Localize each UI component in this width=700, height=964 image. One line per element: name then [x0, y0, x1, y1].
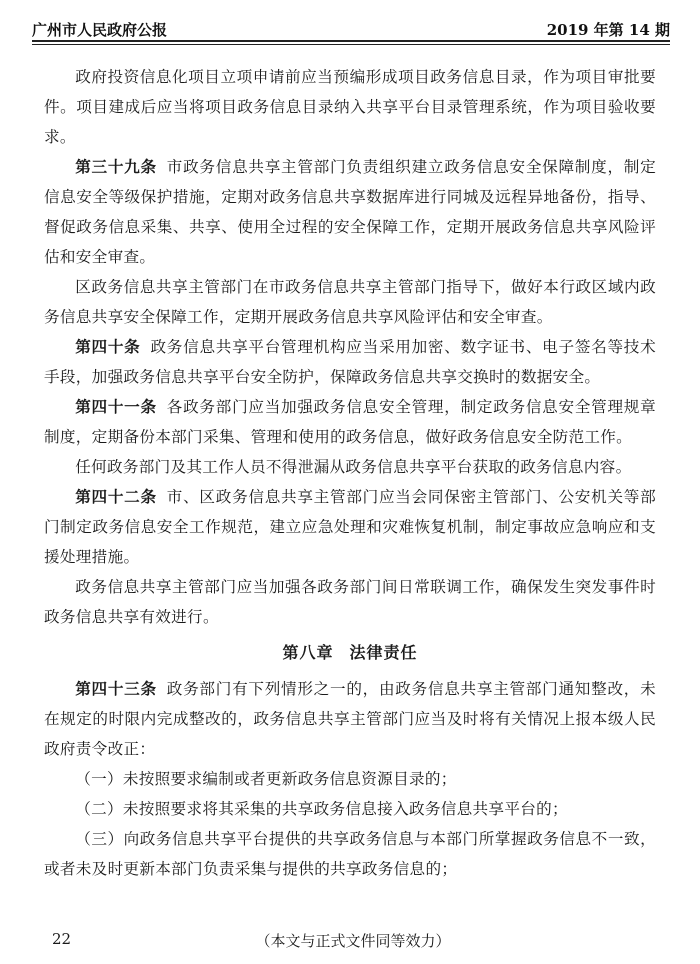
paragraph-text: 市政务信息共享主管部门负责组织建立政务信息安全保障制度，制定信息安全等级保护措施，定期对政务信息共享数据库进行同城及远程异地备份，指导、督促政务信息采集、共享、使用全过程的安全保障工作，定期开展政务信息共享风险评估和安全审查。	[44, 158, 656, 266]
paragraph-text: 各政务部门应当加强政务信息安全管理，制定政务信息安全管理规章制度，定期备份本部门采集、管理和使用的政务信息，做好政务信息安全防范工作。	[44, 398, 656, 446]
header-divider-thin	[32, 44, 670, 45]
article-number: 第四十条	[75, 337, 141, 356]
article-number: 第四十三条	[75, 679, 157, 698]
page-header	[32, 14, 670, 40]
paragraph	[44, 332, 656, 392]
page-footer	[36, 930, 670, 954]
paragraph-text: （一）未按照要求编制或者更新政务信息资源目录的；	[75, 770, 457, 788]
paragraph	[44, 272, 656, 332]
paragraph-text: （二）未按照要求将其采集的共享政务信息接入政务信息共享平台的；	[75, 800, 568, 818]
paragraph-text: 政府投资信息化项目立项申请前应当预编形成项目政务信息目录，作为项目审批要件。项目建成后应当将项目政务信息目录纳入共享平台目录管理系统，作为项目验收要求。	[44, 68, 656, 146]
publication-name: 广州市人民政府公报	[32, 21, 168, 39]
chapter-heading	[44, 638, 656, 668]
paragraph-text: 市、区政务信息共享主管部门应当会同保密主管部门、公安机关等部门制定政务信息安全工作规范，建立应急处理和灾难恢复机制，制定事故应急响应和支援处理措施。	[44, 488, 656, 566]
paragraph	[44, 62, 656, 152]
paragraph	[44, 572, 656, 632]
issue-label: 2019 年第 14 期	[546, 21, 670, 39]
paragraph	[44, 452, 656, 482]
chapter-title: 法律责任	[349, 643, 418, 662]
paragraph-text: 政务部门有下列情形之一的，由政务信息共享主管部门通知整改，未在规定的时限内完成整改的，政务信息共享主管部门应当及时将有关情况上报本级人民政府责令改正：	[44, 680, 656, 758]
paragraph-text: 政务信息共享平台管理机构应当采用加密、数字证书、电子签名等技术手段，加强政务信息共享平台安全防护，保障政务信息共享交换时的数据安全。	[44, 338, 656, 386]
paragraph	[44, 482, 656, 572]
article-number: 第四十二条	[75, 487, 157, 506]
paragraph	[44, 674, 656, 764]
list-item	[44, 764, 656, 794]
list-item	[44, 794, 656, 824]
page-number: 22	[52, 930, 72, 948]
header-divider	[32, 40, 670, 42]
paragraph-text: 区政务信息共享主管部门在市政务信息共享主管部门指导下，做好本行政区域内政务信息共享安全保障工作，定期开展政务信息共享风险评估和安全审查。	[44, 278, 656, 326]
article-number: 第三十九条	[75, 157, 157, 176]
paragraph-text: （三）向政务信息共享平台提供的共享政务信息与本部门所掌握政务信息不一致，或者未及时更新本部门负责采集与提供的共享政务信息的；	[44, 830, 656, 878]
chapter-number: 第八章	[282, 643, 334, 662]
article-number: 第四十一条	[75, 397, 157, 416]
paragraph-text: 政务信息共享主管部门应当加强各政务部门间日常联调工作，确保发生突发事件时政务信息共享有效进行。	[44, 578, 656, 626]
document-body	[44, 62, 656, 884]
list-item	[44, 824, 656, 884]
paragraph	[44, 152, 656, 272]
paragraph	[44, 392, 656, 452]
paragraph-text: 任何政务部门及其工作人员不得泄漏从政务信息共享平台获取的政务信息内容。	[75, 458, 632, 476]
validity-note: （本文与正式文件同等效力）	[255, 932, 451, 950]
